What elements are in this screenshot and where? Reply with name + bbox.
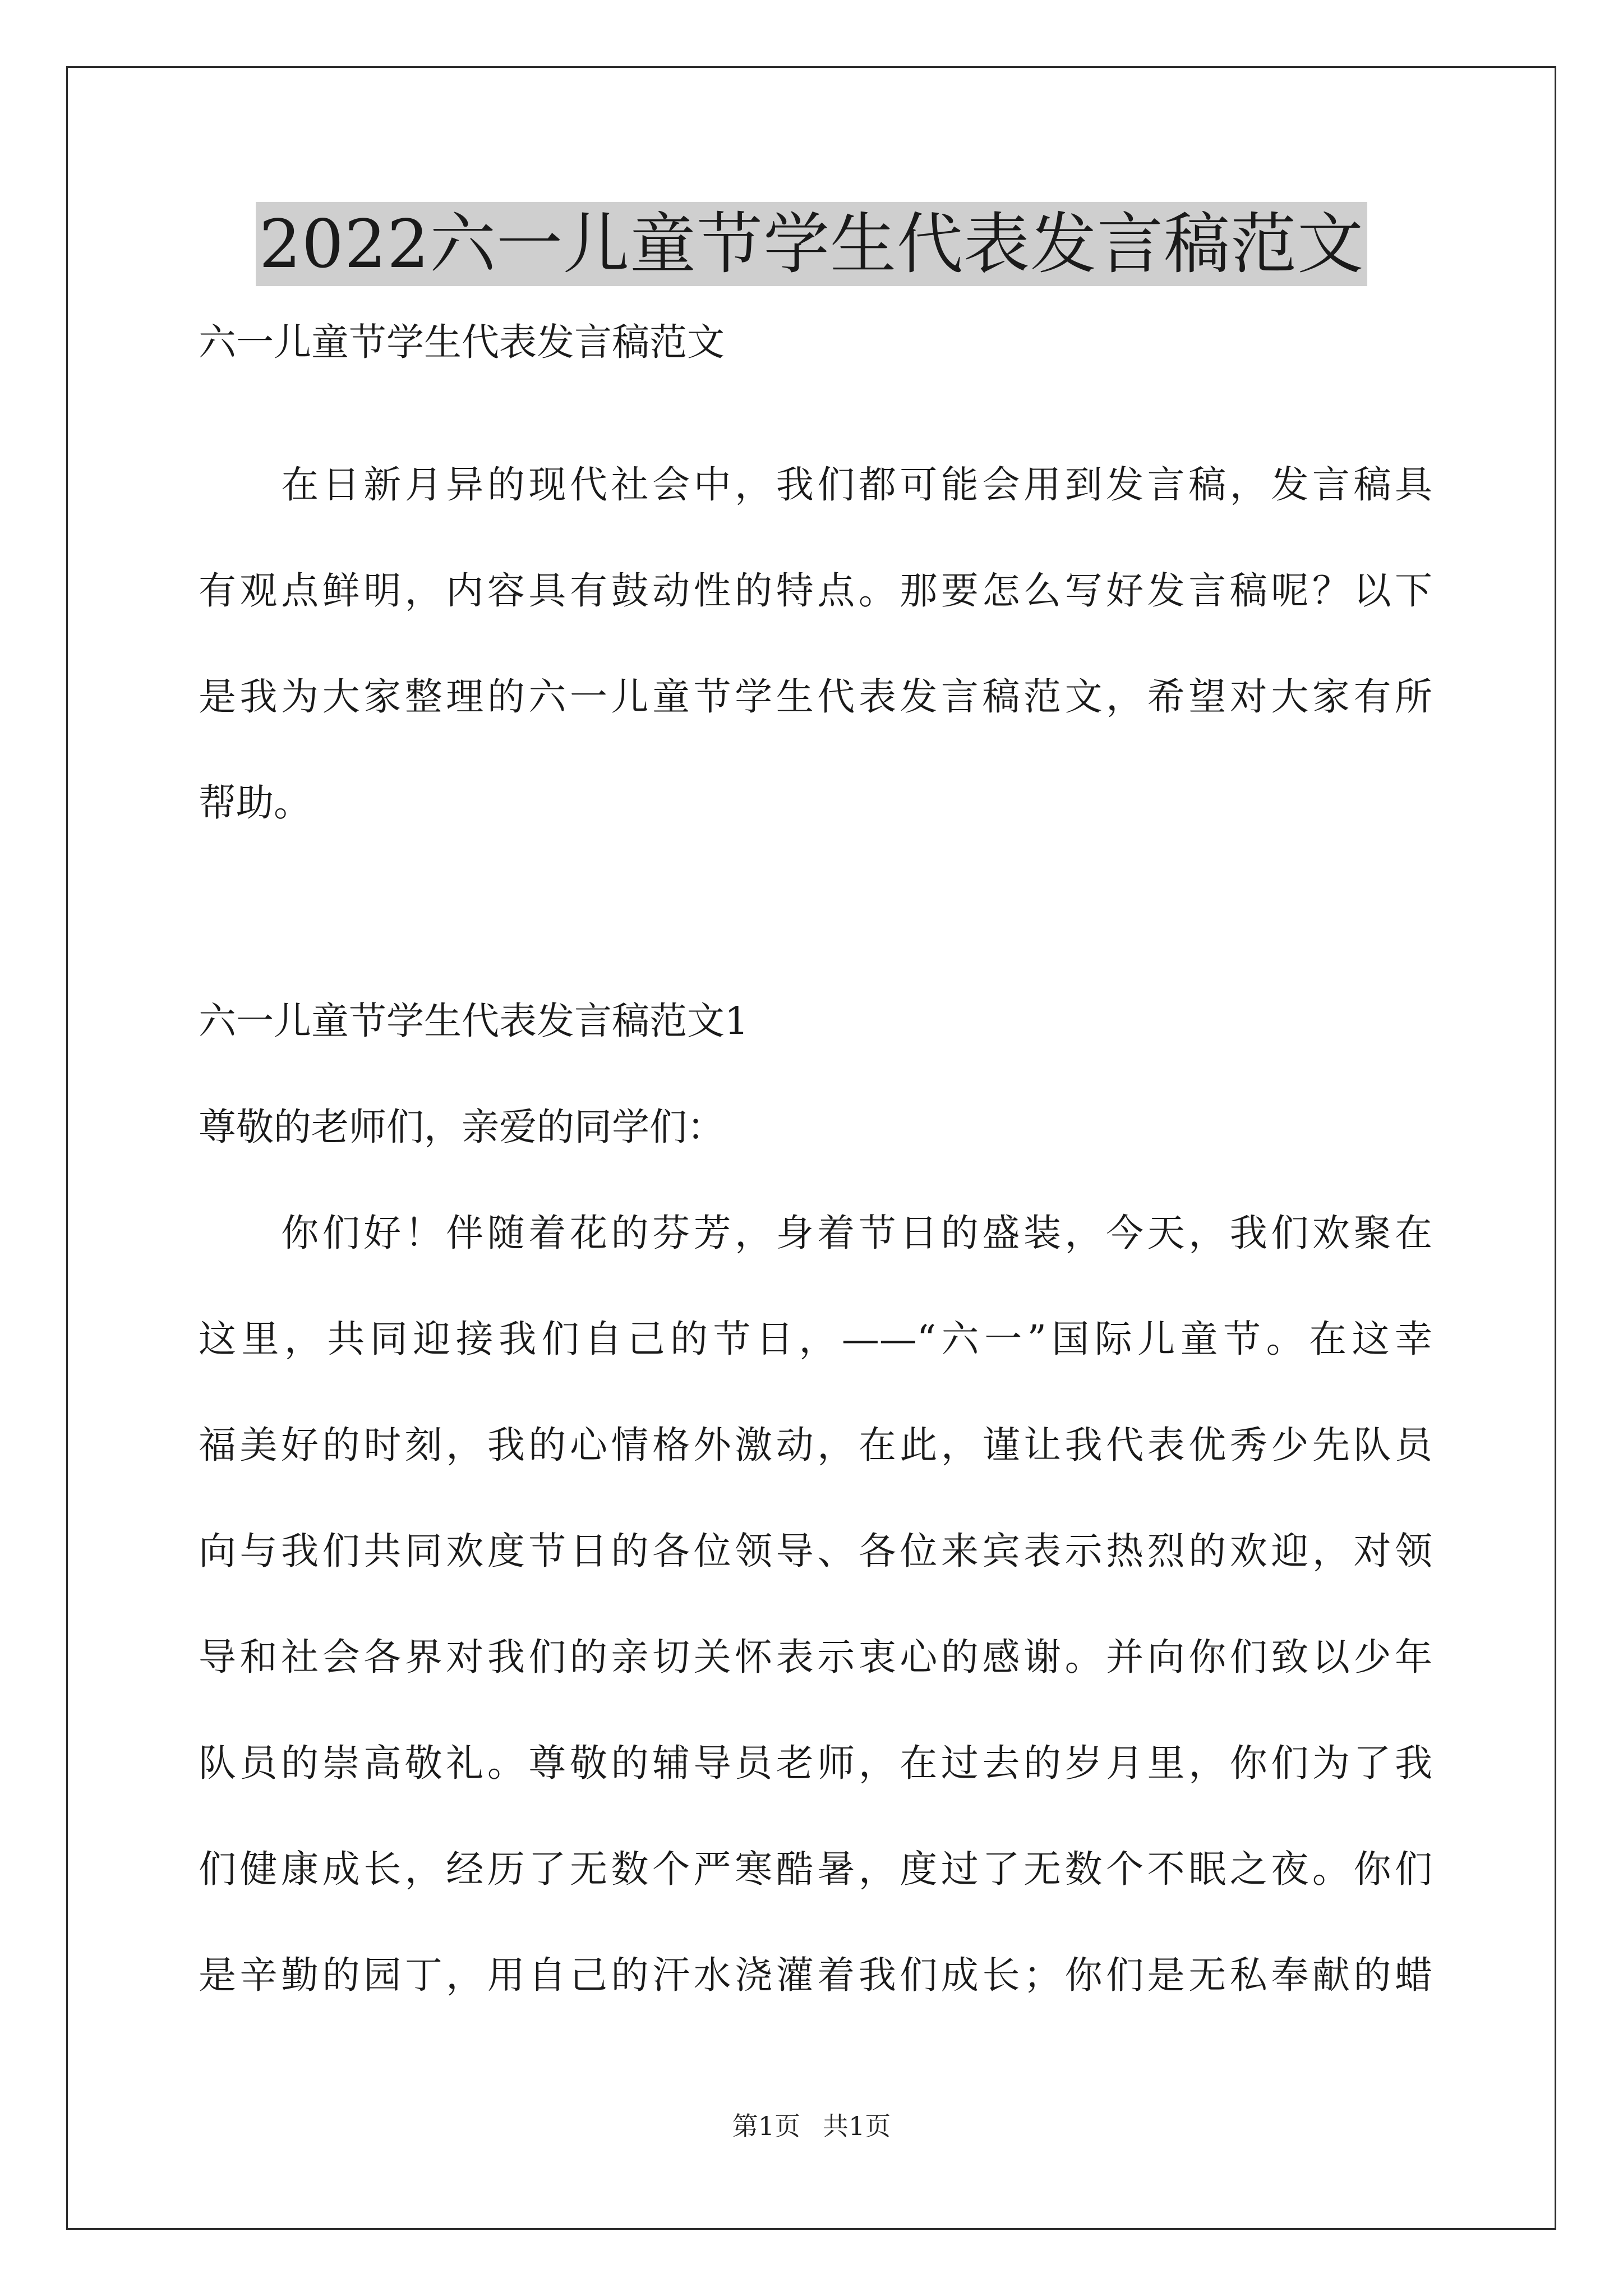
salutation-line: 尊敬的老师们，亲爱的同学们：	[199, 1105, 725, 1149]
paragraph-line: 你们好！伴随着花的芬芳，身着节日的盛装，今天，我们欢聚在	[199, 1211, 1432, 1255]
page-number-total: 共1页	[823, 2111, 891, 2141]
document-title: 2022六一儿童节学生代表发言稿范文	[256, 202, 1367, 286]
paragraph-line: 这里，共同迎接我们自己的节日，——“六一”国际儿童节。在这幸	[199, 1317, 1432, 1361]
paragraph-line: 们健康成长，经历了无数个严寒酷暑，度过了无数个不眠之夜。你们	[199, 1847, 1432, 1891]
paragraph-line: 在日新月异的现代社会中，我们都可能会用到发言稿，发言稿具	[199, 463, 1432, 507]
paragraph-line: 导和社会各界对我们的亲切关怀表示衷心的感谢。并向你们致以少年	[199, 1635, 1432, 1679]
paragraph-line: 向与我们共同欢度节日的各位领导、各位来宾表示热烈的欢迎，对领	[199, 1529, 1432, 1573]
paragraph-line: 队员的崇高敬礼。尊敬的辅导员老师，在过去的岁月里，你们为了我	[199, 1741, 1432, 1785]
page-number-current: 第1页	[732, 2111, 800, 2141]
section-heading: 六一儿童节学生代表发言稿范文1	[199, 999, 749, 1043]
page-footer	[0, 2109, 1623, 2143]
subtitle-line: 六一儿童节学生代表发言稿范文	[199, 320, 725, 364]
title-container	[0, 202, 1623, 286]
paragraph-line: 福美好的时刻，我的心情格外激动，在此，谨让我代表优秀少先队员	[199, 1423, 1432, 1467]
paragraph-line: 是我为大家整理的六一儿童节学生代表发言稿范文，希望对大家有所	[199, 675, 1432, 719]
paragraph-line: 是辛勤的园丁，用自己的汗水浇灌着我们成长；你们是无私奉献的蜡	[199, 1953, 1432, 1997]
paragraph-line: 有观点鲜明，内容具有鼓动性的特点。那要怎么写好发言稿呢？以下	[199, 569, 1432, 613]
paragraph-line: 帮助。	[199, 781, 311, 825]
